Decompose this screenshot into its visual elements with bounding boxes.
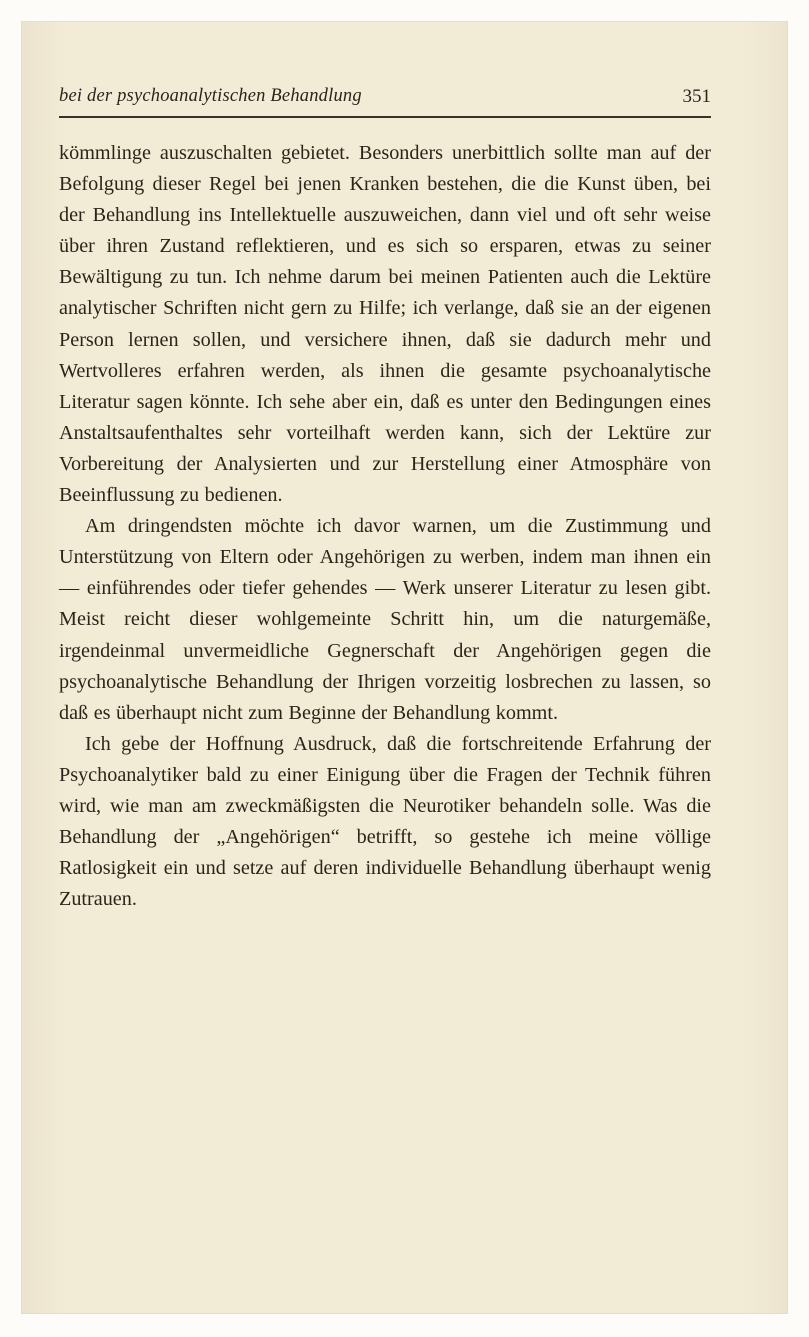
- page-number: 351: [682, 86, 711, 107]
- running-head: bei der psychoanalytischen Behandlung: [59, 86, 362, 106]
- paragraph-2: Am dringendsten möchte ich davor warnen, um die Zustimmung und Unterstützung von Eltern oder Angehörigen zu werben, indem man ihnen ein — einführendes oder tiefer gehendes — Werk unserer Literatur zu lesen gibt. Meist reicht dieser wohlgemeinte Schritt hin, um die naturgemäße, irgendeinmal unvermeidliche Gegnerschaft der Angehörigen gegen die psychoanalytische Behandlung der Ihrigen vorzeitig losbrechen zu lassen, so daß es überhaupt nicht zum Beginne der Behandlung kommt.: [59, 515, 711, 724]
- body-text: [59, 138, 711, 915]
- header-rule: [59, 116, 711, 118]
- paragraph-3: Ich gebe der Hoffnung Ausdruck, daß die fortschreitende Erfahrung der Psychoanalytiker bald zu einer Einigung über die Fragen der Technik führen wird, wie man am zweckmäßigsten die Neurotiker behandeln solle. Was die Behandlung der „Angehörigen“ betrifft, so gestehe ich meine völlige Ratlosigkeit ein und setze auf deren individuelle Behandlung überhaupt wenig Zutrauen.: [59, 732, 711, 911]
- page-header: [59, 86, 711, 114]
- paragraph-1: kömmlinge auszuschalten gebietet. Besonders unerbittlich sollte man auf der Befolgung dieser Regel bei jenen Kranken bestehen, die die Kunst üben, bei der Behandlung ins Intellektuelle auszuweichen, dann viel und oft sehr weise über ihren Zustand reflektieren, und es sich so ersparen, etwas zu seiner Bewältigung zu tun. Ich nehme darum bei meinen Patienten auch die Lektüre analytischer Schriften nicht gern zu Hilfe; ich verlange, daß sie an der eigenen Person lernen sollen, und versichere ihnen, daß sie dadurch mehr und Wertvolleres erfahren werden, als ihnen die gesamte psychoanalytische Literatur sagen könnte. Ich sehe aber ein, daß es unter den Bedingungen eines Anstaltsaufenthaltes sehr vorteilhaft werden kann, sich der Lektüre zur Vorbereitung der Analysierten und zur Herstellung einer Atmosphäre von Beeinflussung zu bedienen.: [59, 142, 711, 507]
